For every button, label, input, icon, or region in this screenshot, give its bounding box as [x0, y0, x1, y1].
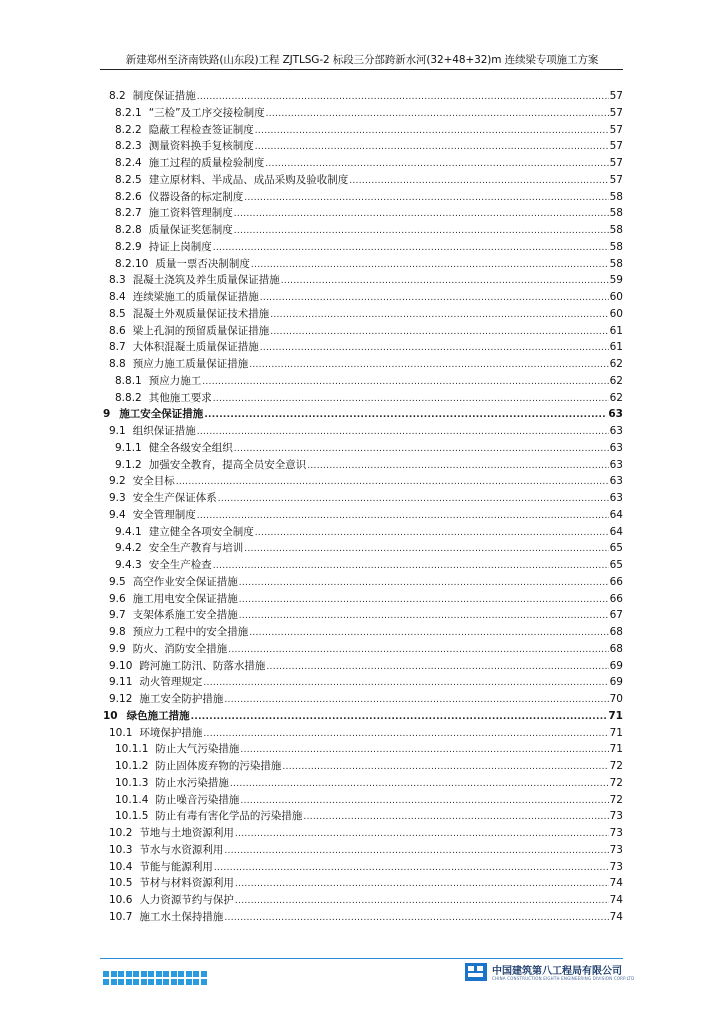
toc-entry-page: 58 [609, 240, 623, 253]
toc-leader-dots [204, 407, 607, 424]
toc-leader-dots [176, 474, 609, 491]
toc-entry-page: 70 [609, 693, 623, 705]
toc-entry-number: 9.12 [109, 693, 133, 705]
toc-leader-dots [191, 709, 608, 726]
toc-leader-dots [249, 357, 608, 374]
toc-entry-page: 72 [609, 760, 623, 772]
toc-entry[interactable] [103, 323, 623, 340]
toc-entry-page: 69 [609, 659, 623, 672]
toc-entry[interactable] [103, 875, 623, 892]
toc-entry-title: 施工水土保持措施 [139, 910, 224, 923]
toc-entry-title: 预应力工程中的安全措施 [132, 626, 249, 638]
toc-entry-page: 65 [609, 559, 623, 571]
toc-entry-number: 8.2.4 [115, 157, 142, 169]
toc-entry-page: 57 [609, 106, 623, 119]
toc-leader-dots [235, 893, 609, 910]
toc-leader-dots [255, 123, 609, 140]
toc-entry-page: 67 [609, 609, 623, 622]
toc-entry-title: 安全生产保证体系 [132, 492, 217, 504]
toc-leader-dots [213, 558, 609, 575]
toc-entry-title: 绿色施工措施 [126, 709, 190, 722]
toc-entry-title: 施工安全防护措施 [139, 693, 224, 705]
toc-leader-dots [255, 139, 609, 156]
toc-entry-page: 63 [609, 425, 623, 437]
toc-entry-number: 10.6 [109, 894, 133, 906]
toc-entry[interactable] [103, 641, 623, 658]
toc-entry[interactable] [103, 440, 623, 457]
company-name: 中国建筑第八工程局有限公司 [492, 966, 622, 977]
toc-leader-dots [251, 257, 609, 274]
toc-entry-number: 9.2 [109, 475, 126, 488]
toc-entry-title: 节能与能源利用 [139, 860, 213, 873]
toc-entry-title: 预应力施工 [148, 374, 202, 387]
toc-leader-dots [240, 742, 608, 759]
toc-entry[interactable] [103, 390, 623, 407]
toc-entry-number: 9.4.2 [115, 542, 142, 555]
toc-entry-page: 61 [609, 341, 623, 354]
page-header-title: 新建郑州至济南铁路(山东段)工程 ZJTLSG-2 标段三分部跨新水河(32+48+32)m 连续梁专项施工方案 [125, 54, 599, 66]
toc-entry[interactable] [103, 172, 623, 189]
toc-entry[interactable] [103, 775, 623, 792]
toc-entry-title: 混凝土浇筑及养生质量保证措施 [132, 274, 280, 287]
toc-entry-title: 大体积混凝土质量保证措施 [132, 341, 259, 354]
toc-entry-page: 57 [609, 173, 623, 186]
toc-entry-number: 8.2.3 [115, 140, 142, 153]
toc-entry-number: 10.7 [109, 910, 133, 923]
toc-entry-number: 9.9 [109, 642, 126, 655]
toc-entry-title: 节材与材料资源利用 [139, 877, 234, 890]
toc-leader-dots [240, 793, 608, 810]
toc-entry[interactable] [103, 155, 623, 172]
toc-entry-page: 63 [609, 441, 623, 454]
toc-leader-dots [203, 675, 608, 692]
toc-entry-page: 66 [609, 592, 623, 605]
toc-leader-dots [270, 307, 608, 324]
toc-entry-number: 9.4 [109, 508, 126, 521]
toc-entry-page: 57 [609, 140, 623, 153]
toc-entry-page: 58 [609, 207, 623, 220]
toc-entry-title: 高空作业安全保证措施 [132, 575, 238, 588]
toc-entry-page: 63 [609, 475, 623, 488]
toc-entry-title: 人力资源节约与保护 [139, 894, 234, 906]
toc-leader-dots [234, 441, 609, 458]
toc-entry-title: “三检”及工序交接检制度 [148, 106, 265, 119]
decorative-pattern [103, 962, 223, 982]
toc-leader-dots [213, 391, 609, 408]
toc-leader-dots [265, 156, 608, 173]
toc-entry-number: 8.8.1 [115, 374, 142, 387]
toc-entry-title: 建立健全各项安全制度 [148, 525, 254, 538]
toc-leader-dots [239, 575, 609, 592]
toc-leader-dots [282, 759, 608, 776]
toc-entry-title: 组织保证措施 [132, 425, 196, 437]
toc-entry-page: 64 [609, 525, 623, 538]
toc-entry-title: 防止大气污染措施 [155, 743, 240, 756]
toc-entry-number: 9.1 [109, 425, 126, 437]
toc-entry-title: 制度保证措施 [132, 90, 196, 102]
toc-entry[interactable] [103, 507, 623, 524]
table-of-contents [103, 88, 623, 926]
toc-entry-page: 71 [609, 743, 623, 756]
toc-entry[interactable] [103, 792, 623, 809]
toc-entry[interactable] [103, 624, 623, 641]
toc-entry-number: 9 [103, 408, 111, 421]
toc-entry[interactable] [103, 356, 623, 373]
toc-entry-number: 8.8.2 [115, 391, 142, 404]
toc-entry-number: 10.1.2 [115, 760, 149, 772]
toc-entry-number: 8.2 [109, 90, 126, 102]
toc-entry-number: 9.5 [109, 575, 126, 588]
toc-entry[interactable] [103, 842, 623, 859]
toc-entry-page: 68 [609, 642, 623, 655]
toc-leader-dots [349, 173, 608, 190]
toc-leader-dots [228, 642, 608, 659]
toc-entry[interactable] [103, 339, 623, 356]
toc-entry-number: 10.5 [109, 877, 133, 890]
toc-entry-title: 安全生产教育与培训 [148, 542, 244, 555]
toc-leader-dots [197, 424, 609, 441]
toc-entry[interactable] [103, 674, 623, 691]
toc-entry[interactable] [103, 725, 623, 742]
toc-entry-page: 73 [609, 827, 623, 839]
toc-entry-title: 施工用电安全保证措施 [132, 592, 238, 605]
toc-entry-title: 其他施工要求 [148, 391, 212, 404]
toc-entry[interactable] [103, 708, 623, 725]
toc-entry-title: 健全各级安全组织 [148, 441, 233, 454]
toc-leader-dots [218, 491, 609, 508]
toc-entry-title: 质量一票否决制制度 [155, 257, 250, 270]
toc-entry-number: 8.2.6 [115, 190, 142, 203]
toc-entry-page: 57 [609, 157, 623, 169]
toc-entry[interactable] [103, 490, 623, 507]
toc-entry-title: 预应力施工质量保证措施 [132, 358, 249, 370]
toc-leader-dots [239, 608, 609, 625]
toc-entry-number: 8.8 [109, 358, 126, 370]
toc-entry-title: 测量资料换手复核制度 [148, 140, 254, 153]
toc-entry-page: 66 [609, 575, 623, 588]
toc-entry-number: 8.2.9 [115, 240, 142, 253]
toc-entry-number: 8.2.7 [115, 207, 142, 220]
toc-entry-page: 65 [609, 542, 623, 555]
toc-entry-title: 施工资料管理制度 [148, 207, 233, 220]
toc-entry[interactable] [103, 825, 623, 842]
toc-entry-page: 73 [609, 810, 623, 823]
toc-entry-title: 隐蔽工程检查签证制度 [148, 123, 254, 136]
toc-entry[interactable] [103, 574, 623, 591]
toc-entry-title: 防止噪音污染措施 [155, 793, 240, 806]
toc-entry-title: 节地与土地资源利用 [139, 827, 234, 839]
toc-entry[interactable] [103, 859, 623, 876]
toc-entry[interactable] [103, 758, 623, 775]
toc-entry-number: 10 [103, 709, 118, 722]
toc-entry-page: 68 [609, 626, 623, 638]
toc-entry-title: 环境保护措施 [139, 726, 203, 739]
toc-leader-dots [249, 625, 608, 642]
toc-leader-dots [235, 826, 609, 843]
toc-entry-number: 9.6 [109, 592, 126, 605]
toc-entry-title: 施工安全保证措施 [119, 408, 204, 421]
company-logo-icon [465, 963, 487, 981]
toc-entry-number: 10.2 [109, 827, 133, 839]
toc-entry-title: 安全生产检查 [148, 559, 212, 571]
toc-leader-dots [235, 876, 609, 893]
toc-entry-title: 动火管理规定 [139, 676, 203, 689]
toc-leader-dots [224, 692, 608, 709]
toc-entry-title: 施工过程的质量检验制度 [148, 157, 265, 169]
toc-leader-dots [213, 240, 609, 257]
toc-entry-number: 8.2.1 [115, 106, 142, 119]
toc-leader-dots [270, 324, 608, 341]
toc-entry-page: 62 [609, 391, 623, 404]
toc-leader-dots [234, 223, 609, 240]
toc-entry-number: 8.6 [109, 324, 126, 337]
toc-entry-page: 64 [609, 508, 623, 521]
toc-entry-page: 73 [609, 860, 623, 873]
toc-entry[interactable] [103, 691, 623, 708]
toc-entry-page: 63 [608, 408, 623, 421]
toc-entry[interactable] [103, 189, 623, 206]
toc-entry[interactable] [103, 105, 623, 122]
toc-entry-title: 建立原材料、半成品、成品采购及验收制度 [148, 173, 349, 186]
toc-entry[interactable] [103, 205, 623, 222]
toc-entry[interactable] [103, 239, 623, 256]
toc-entry[interactable] [103, 122, 623, 139]
toc-entry-title: 防止有毒有害化学品的污染措施 [155, 810, 303, 823]
toc-entry[interactable] [103, 540, 623, 557]
toc-leader-dots [307, 458, 608, 475]
toc-leader-dots [266, 106, 609, 123]
toc-entry-page: 63 [609, 458, 623, 471]
toc-entry-page: 60 [609, 307, 623, 320]
toc-leader-dots [203, 726, 608, 743]
toc-entry-number: 9.8 [109, 626, 126, 638]
toc-leader-dots [224, 843, 608, 860]
toc-entry-number: 8.2.10 [115, 257, 149, 270]
toc-entry[interactable] [103, 88, 623, 105]
toc-entry-page: 69 [609, 676, 623, 689]
toc-entry-page: 63 [609, 492, 623, 504]
toc-entry[interactable] [103, 557, 623, 574]
toc-entry-number: 10.3 [109, 843, 133, 856]
toc-entry-number: 8.5 [109, 307, 126, 320]
toc-leader-dots [202, 374, 608, 391]
toc-entry-number: 10.1.1 [115, 743, 149, 756]
toc-leader-dots [234, 206, 609, 223]
header-divider [100, 69, 623, 70]
toc-entry-number: 9.4.3 [115, 559, 142, 571]
toc-entry-page: 59 [609, 274, 623, 287]
toc-entry-title: 连续梁施工的质量保证措施 [132, 291, 259, 303]
toc-entry-number: 8.2.2 [115, 123, 142, 136]
toc-entry-page: 71 [608, 709, 623, 722]
toc-entry-number: 10.1.3 [115, 776, 149, 789]
toc-entry-number: 9.1.2 [115, 458, 142, 471]
footer-divider [100, 958, 623, 959]
toc-entry-page: 72 [609, 776, 623, 789]
toc-entry[interactable] [103, 423, 623, 440]
toc-entry-number: 9.3 [109, 492, 126, 504]
toc-entry-title: 防止固体废弃物的污染措施 [155, 760, 282, 772]
toc-entry-title: 节水与水资源利用 [139, 843, 224, 856]
toc-entry-page: 74 [609, 877, 623, 890]
toc-leader-dots [244, 190, 608, 207]
toc-entry-number: 8.3 [109, 274, 126, 287]
toc-entry-page: 58 [609, 224, 623, 236]
toc-entry[interactable] [103, 658, 623, 675]
toc-leader-dots [303, 809, 608, 826]
toc-leader-dots [255, 525, 609, 542]
company-name-english: CHINA CONSTRUCTION EIGHTH ENGINEERING DIVISION CORP.LTD [492, 976, 635, 981]
toc-entry-page: 60 [609, 291, 623, 303]
toc-leader-dots [281, 273, 609, 290]
toc-entry[interactable] [103, 473, 623, 490]
toc-leader-dots [244, 541, 608, 558]
toc-entry-page: 62 [609, 358, 623, 370]
toc-entry[interactable] [103, 256, 623, 273]
toc-entry-number: 9.11 [109, 676, 133, 689]
toc-entry[interactable] [103, 138, 623, 155]
toc-entry[interactable] [103, 289, 623, 306]
toc-entry-number: 9.7 [109, 609, 126, 622]
toc-entry-title: 安全目标 [132, 475, 175, 488]
toc-entry-number: 9.4.1 [115, 525, 142, 538]
toc-entry[interactable] [103, 524, 623, 541]
toc-entry[interactable] [103, 607, 623, 624]
toc-entry[interactable] [103, 457, 623, 474]
toc-entry-title: 梁上孔洞的预留质量保证措施 [132, 324, 270, 337]
toc-entry-page: 71 [609, 726, 623, 739]
toc-entry-page: 73 [609, 843, 623, 856]
toc-entry-title: 质量保证奖惩制度 [148, 224, 233, 236]
toc-entry-title: 持证上岗制度 [148, 240, 212, 253]
toc-entry-number: 8.2.5 [115, 173, 142, 186]
toc-entry-number: 8.4 [109, 291, 126, 303]
toc-leader-dots [230, 776, 609, 793]
toc-entry[interactable] [103, 909, 623, 926]
toc-entry[interactable] [103, 406, 623, 423]
toc-leader-dots [260, 340, 609, 357]
toc-entry-number: 10.1.4 [115, 793, 149, 806]
toc-entry[interactable] [103, 272, 623, 289]
toc-leader-dots [224, 910, 608, 927]
toc-leader-dots [214, 860, 609, 877]
toc-entry-page: 57 [609, 90, 623, 102]
toc-leader-dots [197, 508, 609, 525]
toc-entry[interactable] [103, 741, 623, 758]
toc-entry[interactable] [103, 591, 623, 608]
toc-entry-page: 58 [609, 257, 623, 270]
toc-entry-title: 仪器设备的标定制度 [148, 190, 244, 203]
toc-entry-page: 57 [609, 123, 623, 136]
toc-entry-page: 61 [609, 324, 623, 337]
toc-entry-number: 10.1.5 [115, 810, 149, 823]
toc-entry-page: 58 [609, 190, 623, 203]
toc-entry-title: 加强安全教育，提高全员安全意识 [148, 458, 307, 471]
toc-entry-number: 10.4 [109, 860, 133, 873]
toc-entry[interactable] [103, 222, 623, 239]
toc-entry-title: 跨河施工防汛、防落水措施 [139, 659, 266, 672]
toc-entry-number: 9.1.1 [115, 441, 142, 454]
toc-entry[interactable] [103, 808, 623, 825]
toc-entry-page: 62 [609, 374, 623, 387]
toc-entry-page: 72 [609, 793, 623, 806]
toc-entry-title: 混凝土外观质量保证技术措施 [132, 307, 270, 320]
toc-entry-page: 74 [609, 910, 623, 923]
toc-entry-number: 8.2.8 [115, 224, 142, 236]
toc-leader-dots [239, 592, 609, 609]
toc-leader-dots [266, 659, 608, 676]
toc-entry[interactable] [103, 892, 623, 909]
toc-entry-number: 9.10 [109, 659, 133, 672]
toc-leader-dots [197, 89, 609, 106]
toc-entry[interactable] [103, 373, 623, 390]
toc-entry-title: 防止水污染措施 [155, 776, 229, 789]
toc-entry-number: 8.7 [109, 341, 126, 354]
toc-entry-title: 安全管理制度 [132, 508, 196, 521]
toc-entry-number: 10.1 [109, 726, 133, 739]
toc-entry-title: 防火、消防安全措施 [132, 642, 228, 655]
toc-leader-dots [260, 290, 609, 307]
toc-entry[interactable] [103, 306, 623, 323]
toc-entry-title: 支架体系施工安全措施 [132, 609, 238, 622]
toc-entry-page: 74 [609, 894, 623, 906]
